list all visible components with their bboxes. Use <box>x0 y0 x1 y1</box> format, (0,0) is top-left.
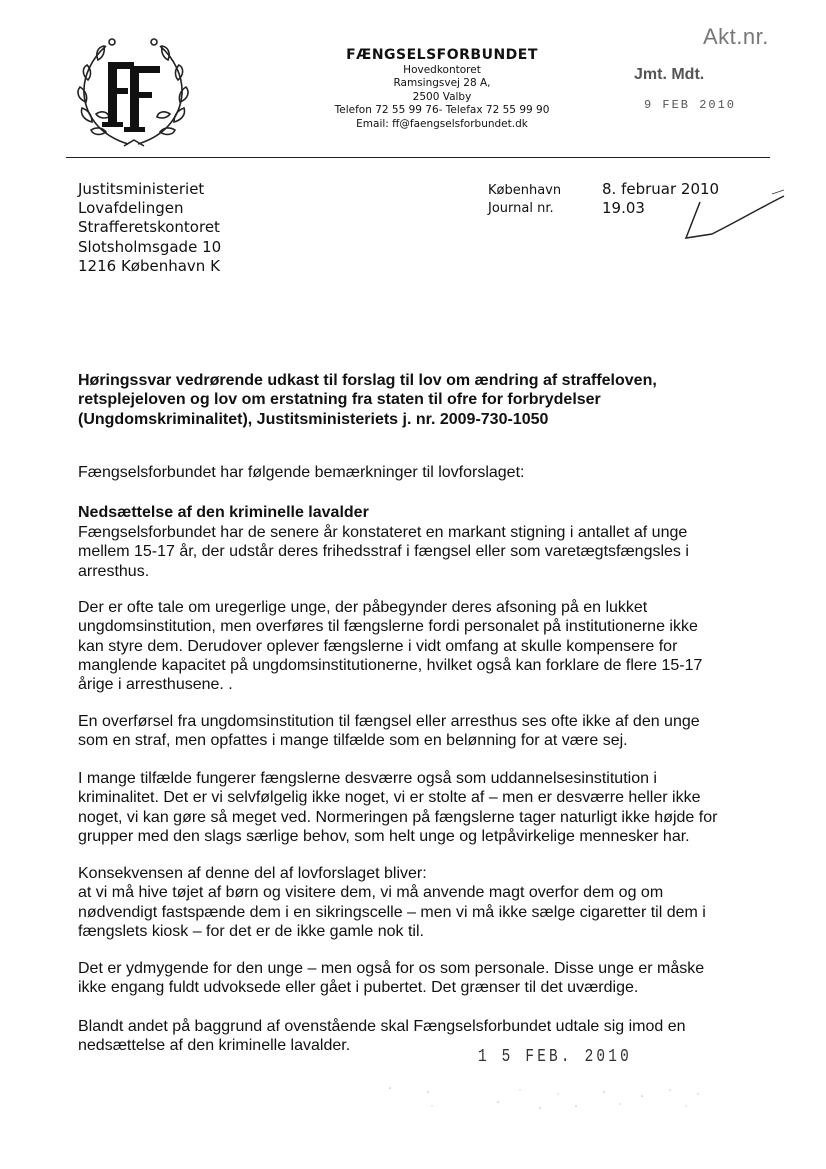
paragraph-5 <box>78 864 768 941</box>
subject-line: retsplejeloven og lov om erstatning fra staten til ofre for forbrydelser <box>78 391 601 409</box>
body-line: grupper med den slags særlige behov, som helt unge og letpåvirkelige mennesker har. <box>78 827 690 845</box>
letterhead <box>300 46 584 131</box>
place-label: København <box>488 183 562 198</box>
body-line: ungdomsinstitution, men overføres til fængslerne fordi personalet på institutionerne ikke <box>78 618 698 636</box>
ff-logo <box>72 32 194 152</box>
body-line: En overførsel fra ungdomsinstitution til fængsel eller arresthus ses ofte ikke af den unge <box>78 713 700 730</box>
scan-noise <box>380 1080 710 1120</box>
address-line: Lovafdelingen <box>78 199 184 218</box>
letterhead-line: 2500 Valby <box>412 90 472 103</box>
received-date-stamp: 1 5 FEB. 2010 <box>478 1047 632 1067</box>
body-line: Fængselsforbundet har følgende bemærkninger til lovforslaget: <box>78 464 525 481</box>
recipient-address <box>78 180 221 276</box>
address-line: Strafferetskontoret <box>78 218 220 237</box>
body-line: årige i arresthusene. . <box>78 676 233 694</box>
body-line: ikke engang fuldt udvoksede eller gået i pubertet. Det grænser til det uværdige. <box>78 979 639 997</box>
meta-labels <box>488 182 561 218</box>
letterhead-divider <box>66 157 770 158</box>
organization-name: FÆNGSELSFORBUNDET <box>346 47 538 63</box>
body-line: Det er ydmygende for den unge – men også for os som personale. Disse unge er måske <box>78 960 705 977</box>
letterhead-line: Telefon 72 55 99 76- Telefax 72 55 99 90 <box>334 104 550 117</box>
body-line: nedsættelse af den kriminelle lavalder. <box>78 1037 351 1055</box>
paragraph-2 <box>78 598 768 694</box>
jmt-date-stamp: 9 FEB 2010 <box>644 98 737 112</box>
body-line: kriminalitet. Det er vi selvfølgelig ikke noget, vi er stolte af – men er desværre heller ikke <box>78 789 701 807</box>
body-line: fængslets kiosk – for det er de ikke gamle nok til. <box>78 922 424 940</box>
body-line: Der er ofte tale om uregerlige unge, der påbegynder deres afsoning på en lukket <box>78 599 648 616</box>
body-line: manglende kapacitet på ungdomsinstitutionerne, hvilket også kan forklare de flere 15-17 <box>78 656 703 674</box>
body-line: noget, vi kan gøre så meget ved. Normeringen på fængslerne tager naturligt ikke højde for <box>78 808 718 826</box>
body-line: kan styre dem. Derudover oplever fængslerne i vidt omfang at skulle kompensere for <box>78 637 678 655</box>
intro-paragraph <box>78 463 768 482</box>
journal-number: 19.03 <box>602 199 645 217</box>
letter-date: 8. februar 2010 <box>602 180 720 198</box>
paragraph-6 <box>78 959 768 998</box>
paragraph-4 <box>78 769 768 846</box>
address-line: 1216 København K <box>78 256 220 275</box>
body-line: mellem 15-17 år, der udstår deres frihedsstraf i fængsel eller som varetægtsfængsles i <box>78 543 689 561</box>
letterhead-line: Hovedkontoret <box>403 64 481 76</box>
address-line: Justitsministeriet <box>78 180 205 198</box>
akt-nr-stamp: Akt.nr. <box>703 24 769 49</box>
paragraph-7 <box>78 1017 768 1056</box>
letterhead-line: Email: ff@faengselsforbundet.dk <box>356 117 528 130</box>
body-line: Konsekvensen af denne del af lovforslaget bliver: <box>78 865 427 882</box>
section-heading-text: Nedsættelse af den kriminelle lavalder <box>78 504 369 521</box>
signature-mark <box>676 188 786 246</box>
section-heading <box>78 503 768 522</box>
body-line: I mange tilfælde fungerer fængslerne desværre også som uddannelsesinstitution i <box>78 770 657 787</box>
body-line: Fængselsforbundet har de senere år konstateret en markant stigning i antallet af unge <box>78 524 688 541</box>
body-line: Blandt andet på baggrund af ovenstående skal Fængselsforbundet udtale sig imod en <box>78 1018 686 1035</box>
subject-line: (Ungdomskriminalitet), Justitsministeriets j. nr. 2009-730-1050 <box>78 410 549 428</box>
paragraph-1 <box>78 523 768 581</box>
body-line: nødvendigt fastspænde dem i en sikringscelle – men vi må ikke sælge cigaretter til dem i <box>78 903 706 921</box>
body-line: arresthus. <box>78 562 150 580</box>
address-line: Slotsholmsgade 10 <box>78 237 222 256</box>
subject-line: Høringssvar vedrørende udkast til forslag til lov om ændring af straffeloven, <box>78 372 657 389</box>
body-line: at vi må hive tøjet af børn og visitere dem, vi må anvende magt overfor dem og om <box>78 884 664 902</box>
journal-label: Journal nr. <box>488 201 554 216</box>
letterhead-line: Ramsingsvej 28 A, <box>393 77 491 90</box>
paragraph-3 <box>78 712 768 751</box>
jmt-mdt-stamp: Jmt. Mdt. <box>634 66 705 83</box>
body-line: som en straf, men opfattes i mange tilfælde som en belønning for at være sej. <box>78 732 628 750</box>
subject-heading <box>78 371 768 429</box>
